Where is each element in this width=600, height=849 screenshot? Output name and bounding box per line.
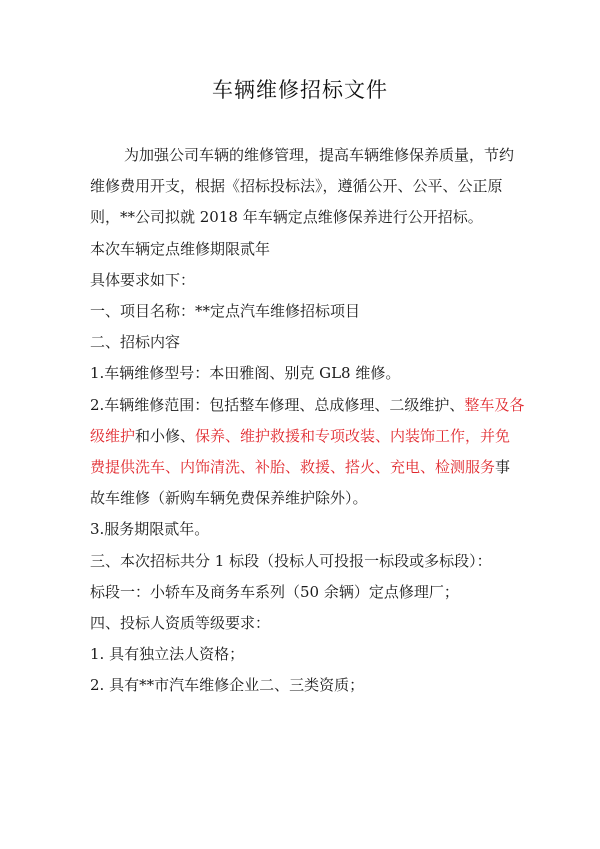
repair-scope-text-3: 事故车维修（新购车辆免费保养维护除外）。 <box>90 458 511 508</box>
item-project-name: 一、项目名称：**定点汽车维修招标项目 <box>90 302 361 321</box>
repair-scope-text-1: 2.车辆维修范围：包括整车修理、总成修理、二级维护、 <box>90 395 465 414</box>
qualification-1: 1. 具有独立法人资格； <box>90 645 245 664</box>
repair-scope-highlight-2: 保养、维护救援和专项改装、内装饰工作，并免费提供洗车、内饰清洗、补胎、救援、搭火、充电、检测服务 <box>90 426 511 477</box>
qualification-2: 2. 具有**市汽车维修企业二、三类资质； <box>90 676 365 695</box>
intro-paragraph: 为加强公司车辆的维修管理，提高车辆维修保养质量，节约维修费用开支，根据《招标投标法》，遵循公开、公平、公正原则，**公司拟就 2018 年车辆定点维修保养进行公开招标。 <box>90 146 515 227</box>
item-qualifications: 四、投标人资质等级要求： <box>90 614 271 633</box>
item-repair-scope <box>90 390 525 515</box>
item-sections: 三、本次招标共分 1 标段（投标人可投报一标段或多标段）： <box>90 551 492 570</box>
requirements-intro: 具体要求如下： <box>90 270 196 289</box>
document-body <box>90 140 525 702</box>
item-service-period: 3.服务期限贰年。 <box>90 520 210 539</box>
document-title: 车辆维修招标文件 <box>212 78 388 102</box>
item-tender-content: 二、招标内容 <box>90 333 181 352</box>
repair-scope-text-2: 和小修、 <box>135 426 196 445</box>
section-one: 标段一：小轿车及商务车系列（50 余辆）定点修理厂； <box>90 582 459 601</box>
repair-scope-highlight-1: 整车及各级维护 <box>90 395 525 445</box>
period-line: 本次车辆定点维修期限贰年 <box>90 239 271 258</box>
item-vehicle-models: 1.车辆维修型号：本田雅阁、别克 GL8 维修。 <box>90 364 401 383</box>
